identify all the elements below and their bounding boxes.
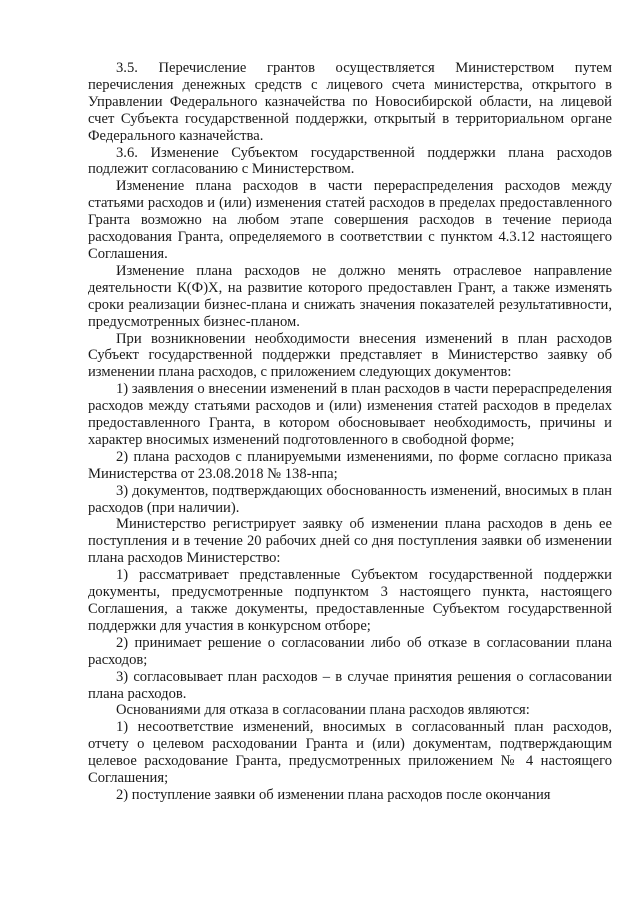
list-item-approval: 3) согласовывает план расходов – в случае принятия решения о согласовании плана расходов. <box>88 668 612 702</box>
list-item-review: 1) рассматривает представленные Субъектом государственной поддержки документы, предусмотренные подпунктом 3 настоящего пункта, настоящего Соглашения, а также документы, предоставленные Субъектом государственной поддержки для участия в конкурсном отборе; <box>88 567 612 634</box>
paragraph-refusal-grounds: Основаниями для отказа в согласовании плана расходов являются: <box>116 702 530 719</box>
list-item-decision: 2) принимает решение о согласовании либо об отказе в согласовании плана расходов; <box>88 634 612 668</box>
document-page <box>88 60 612 804</box>
list-item-mismatch: 1) несоответствие изменений, вносимых в согласованный план расходов, отчету о целевом расходовании Гранта и (или) документам, подтверждающим целевое расходование Гранта, предусмотренных приложением № 4 настоящего Соглашения; <box>88 719 612 787</box>
paragraph-plan-change-scope: Изменение плана расходов в части перераспределения расходов между статьями расходов и (или) изменения статей расходов в пределах предоставленного Гранта возможно на любом этапе совершения расходов в течение периода расходования Гранта, определяемого в соответствии с пунктом 4.3.12 настоящего Соглашения. <box>88 178 612 262</box>
paragraph-3-6: 3.6. Изменение Субъектом государственной поддержки плана расходов подлежит согласованию с Министерством. <box>88 144 612 178</box>
list-item-late-submission: 2) поступление заявки об изменении плана расходов после окончания <box>116 786 551 803</box>
paragraph-3-5: 3.5. Перечисление грантов осуществляется Министерством путем перечисления денежных средств с лицевого счета министерства, открытого в Управлении Федерального казначейства по Новосибирской области, на лицевой счет Субъекта государственной поддержки, открытый в территориальном органе Федерального казначейства. <box>88 60 612 144</box>
list-item-statement: 1) заявления о внесении изменений в план расходов в части перераспределения расходов между статьями расходов и (или) изменения статей расходов в пределах предоставленного Гранта, в котором обосновывает необходимость, причины и характер вносимых изменений подготовленного в свободной форме; <box>88 381 612 448</box>
paragraph-plan-change-limits: Изменение плана расходов не должно менять отраслевое направление деятельности К(Ф)Х, на развитие которого предоставлен Грант, а также изменять сроки реализации бизнес-плана и снижать значения показателей результативности, предусмотренных бизнес-планом. <box>88 262 612 330</box>
paragraph-application-submission: При возникновении необходимости внесения изменений в план расходов Субъект государственной поддержки представляет в Министерство заявку об изменении плана расходов, с приложением следующих документов: <box>88 330 612 381</box>
paragraph-registration: Министерство регистрирует заявку об изменении плана расходов в день ее поступления и в течение 20 рабочих дней со дня поступления заявки об изменении плана расходов Министерство: <box>88 516 612 567</box>
list-item-documents: 3) документов, подтверждающих обоснованность изменений, вносимых в план расходов (при наличии). <box>88 482 612 516</box>
list-item-plan: 2) плана расходов с планируемыми изменениями, по форме согласно приказа Министерства от 23.08.2018 № 138-нпа; <box>88 448 612 482</box>
